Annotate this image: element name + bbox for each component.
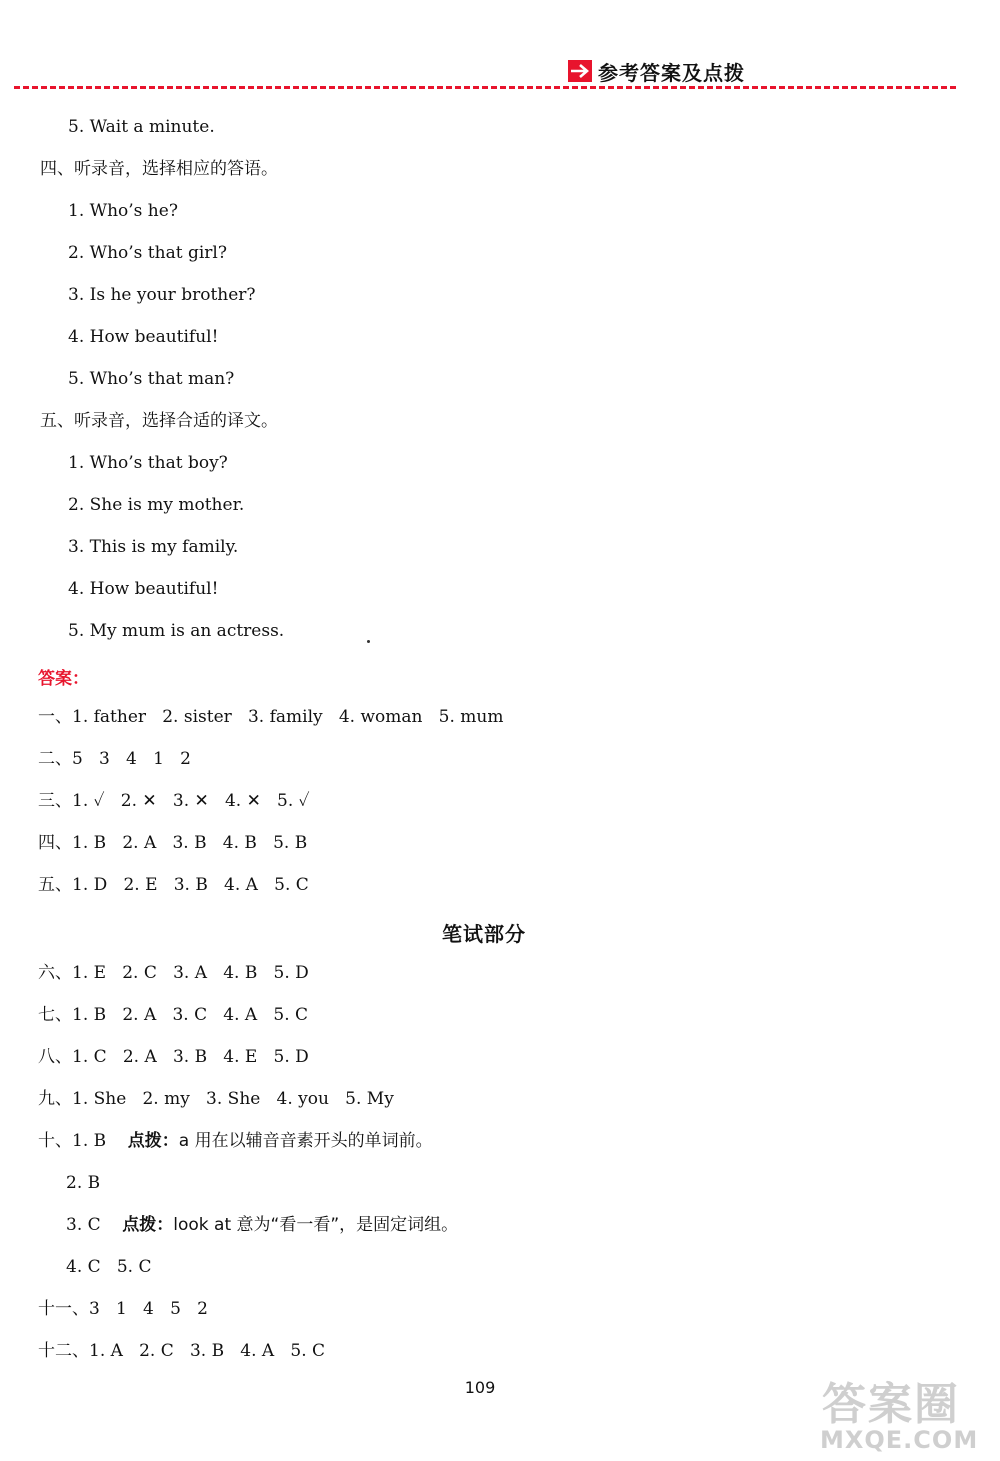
list-item: 4. How beautiful!	[68, 579, 219, 599]
answer-text: 十、1. B	[38, 1131, 107, 1151]
list-item: 1. Who’s he?	[68, 201, 178, 221]
section-heading: 四、听录音，选择相应的答语。	[40, 159, 278, 179]
list-item: 3. This is my family.	[68, 537, 239, 557]
answer-row: 四、1. B 2. A 3. B 4. B 5. B	[38, 833, 308, 853]
answer-row: 三、1. ✓ 2. ✕ 3. ✕ 4. ✕ 5. ✓	[38, 791, 310, 811]
header-title-group	[568, 58, 745, 84]
answer-row: 五、1. D 2. E 3. B 4. A 5. C	[38, 875, 309, 895]
list-item: 3. Is he your brother?	[68, 285, 256, 305]
answer-row: 一、1. father 2. sister 3. family 4. woman 5. mum	[38, 707, 504, 727]
answer-row-q10-1	[38, 1130, 433, 1152]
answer-row: 七、1. B 2. A 3. C 4. A 5. C	[38, 1005, 309, 1025]
list-item: 1. Who’s that boy?	[68, 453, 228, 473]
list-item: 2. Who’s that girl?	[68, 243, 227, 263]
answer-row: 六、1. E 2. C 3. A 4. B 5. D	[38, 963, 309, 983]
answer-text: 3. C	[66, 1215, 101, 1235]
hint-label: 点拨：	[127, 1131, 179, 1151]
listening-item: 5. Wait a minute.	[68, 117, 215, 137]
hint-text: look at 意为“看一看”，是固定词组。	[173, 1215, 459, 1235]
answer-row-q10-2: 2. B	[66, 1173, 101, 1193]
answer-row: 十二、1. A 2. C 3. B 4. A 5. C	[38, 1341, 326, 1361]
answer-row-q10-3	[66, 1214, 458, 1236]
header-divider	[14, 86, 956, 89]
section-heading: 五、听录音，选择合适的译文。	[40, 411, 278, 431]
watermark-logo	[812, 1368, 998, 1458]
answer-row: 八、1. C 2. A 3. B 4. E 5. D	[38, 1047, 309, 1067]
list-item: 5. My mum is an actress.	[68, 621, 285, 641]
written-section-heading: 笔试部分	[442, 922, 526, 946]
page-header	[0, 0, 1000, 100]
answer-row: 二、5 3 4 1 2	[38, 749, 191, 769]
hint-text: a 用在以辅音音素开头的单词前。	[178, 1131, 433, 1151]
watermark-text: 答案圈	[822, 1379, 960, 1430]
answer-row-q10-4: 4. C 5. C	[66, 1257, 152, 1277]
list-item: 5. Who’s that man?	[68, 369, 235, 389]
hint-label: 点拨：	[122, 1215, 174, 1235]
stray-dot	[367, 640, 370, 643]
answer-row: 十一、3 1 4 5 2	[38, 1299, 208, 1319]
page-number: 109	[464, 1378, 496, 1397]
list-item: 4. How beautiful!	[68, 327, 219, 347]
list-item: 2. She is my mother.	[68, 495, 245, 515]
answer-row: 九、1. She 2. my 3. She 4. you 5. My	[38, 1089, 394, 1109]
answers-heading: 答案：	[38, 669, 89, 689]
header-title: 参考答案及点拨	[598, 60, 745, 85]
arrow-right-icon	[568, 60, 592, 82]
watermark-url: MXQE.COM	[820, 1426, 979, 1454]
